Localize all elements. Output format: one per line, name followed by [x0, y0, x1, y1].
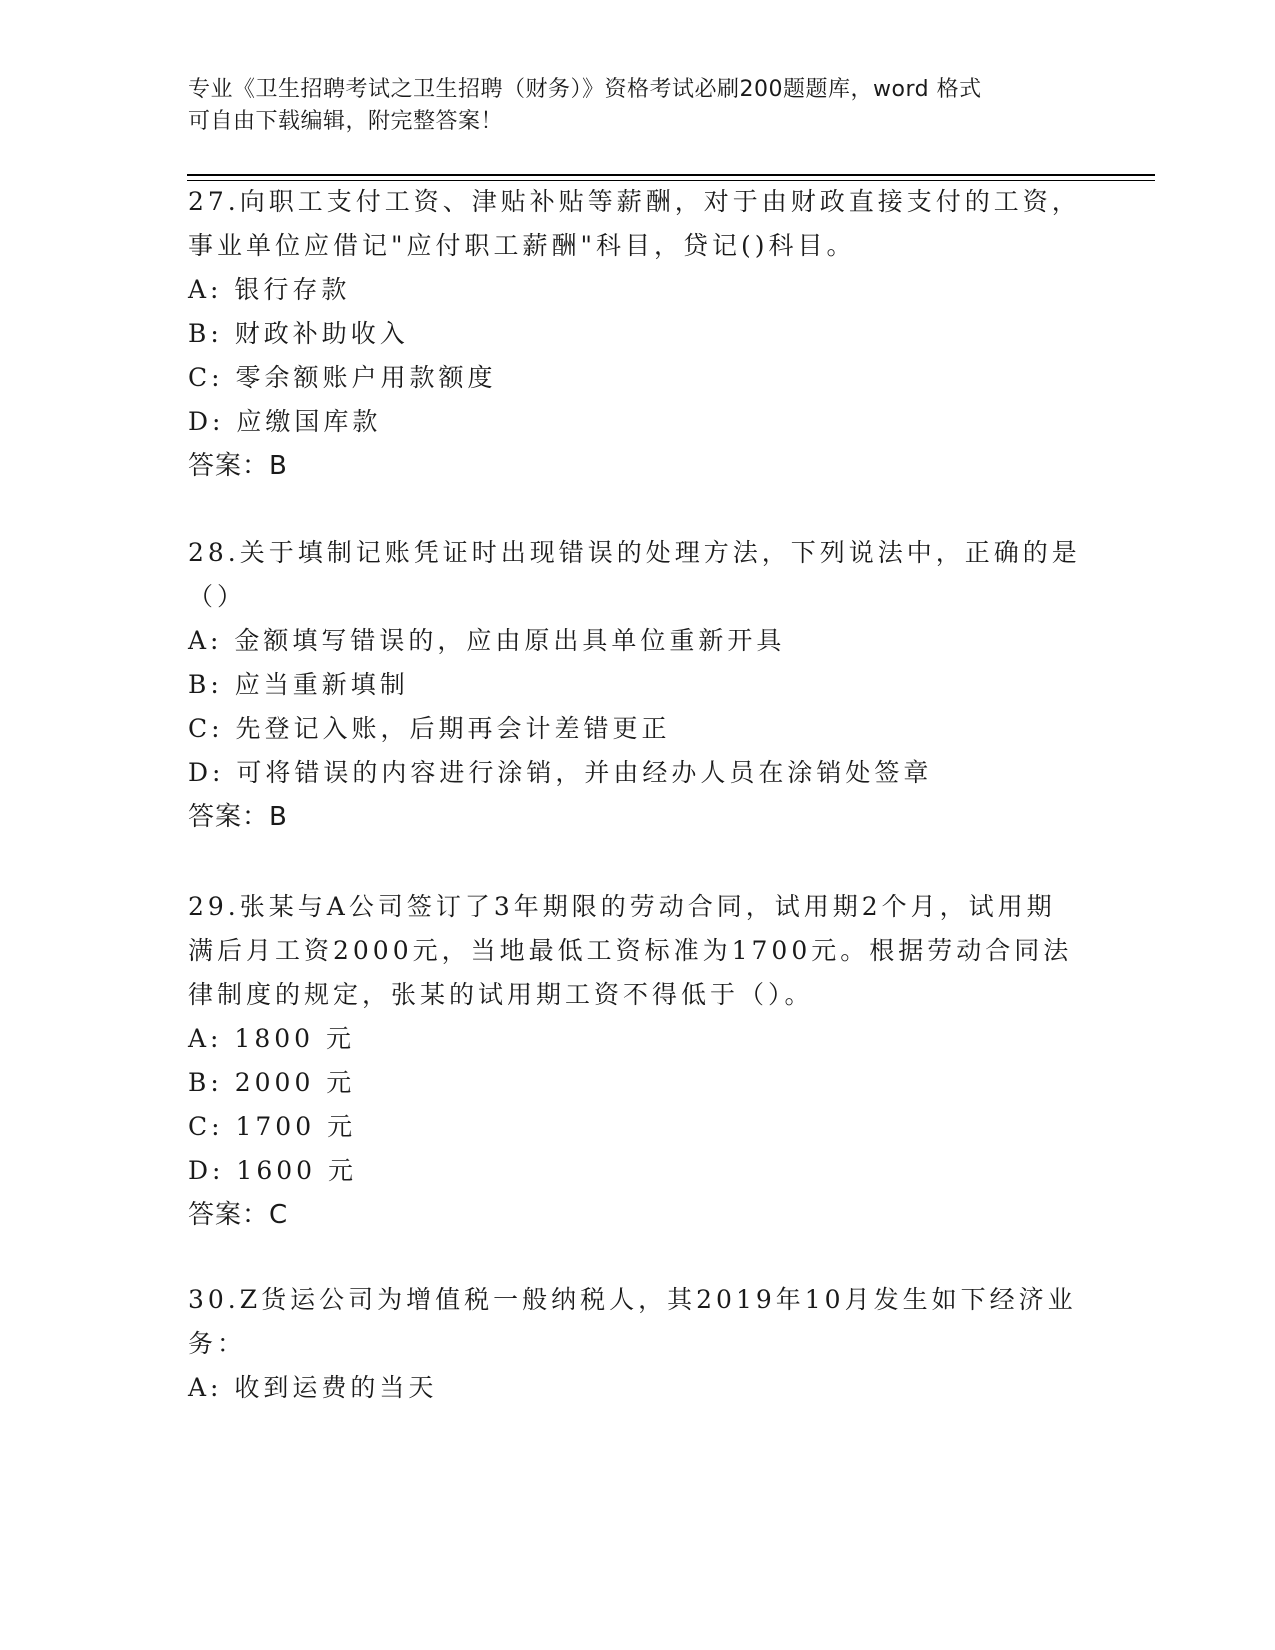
- option-c: C: 1700 元: [188, 1112, 357, 1141]
- option-d: D: 可将错误的内容进行涂销，并由经办人员在涂销处签章: [188, 758, 933, 787]
- header-line-2: 可自由下载编辑，附完整答案！: [188, 109, 504, 134]
- header-rule-thick: [187, 174, 1155, 176]
- option-b: B: 应当重新填制: [188, 670, 409, 699]
- option-c: C: 零余额账户用款额度: [188, 363, 497, 392]
- option-b: B: 财政补助收入: [188, 319, 409, 348]
- question-text-line: 29.张某与A公司签订了3年期限的劳动合同，试用期2个月，试用期: [188, 892, 1056, 921]
- question-28: [188, 531, 1088, 839]
- option-d: D: 应缴国库款: [188, 407, 382, 436]
- option-a: A: 收到运费的当天: [188, 1373, 438, 1402]
- question-text-line: 律制度的规定，张某的试用期工资不得低于（）。: [188, 980, 814, 1009]
- option-c: C: 先登记入账，后期再会计差错更正: [188, 714, 671, 743]
- question-text-line: 27.向职工支付工资、津贴补贴等薪酬，对于由财政直接支付的工资，: [188, 187, 1081, 216]
- option-d: D: 1600 元: [188, 1156, 357, 1185]
- question-text-line: 30.Z货运公司为增值税一般纳税人，其2019年10月发生如下经济业: [188, 1285, 1077, 1314]
- header-line-1: 专业《卫生招聘考试之卫生招聘（财务）》资格考试必刷200题题库，word 格式: [188, 77, 982, 102]
- answer: 答案：C: [188, 1200, 289, 1230]
- question-text-line: 务：: [188, 1329, 247, 1358]
- option-a: A: 银行存款: [188, 275, 351, 304]
- answer: 答案：B: [188, 451, 288, 481]
- option-a: A: 金额填写错误的，应由原出具单位重新开具: [188, 626, 786, 655]
- document-header: [188, 74, 1068, 138]
- question-text-line: 满后月工资2000元，当地最低工资标准为1700元。根据劳动合同法: [188, 936, 1073, 965]
- question-text-line: （）: [188, 582, 247, 611]
- question-text-line: 事业单位应借记"应付职工薪酬"科目，贷记()科目。: [188, 231, 856, 260]
- answer: 答案：B: [188, 802, 288, 832]
- question-30: [188, 1278, 1088, 1410]
- question-27: [188, 180, 1088, 488]
- option-a: A: 1800 元: [188, 1024, 355, 1053]
- question-29: [188, 885, 1088, 1237]
- option-b: B: 2000 元: [188, 1068, 356, 1097]
- question-text-line: 28.关于填制记账凭证时出现错误的处理方法，下列说法中，正确的是: [188, 538, 1081, 567]
